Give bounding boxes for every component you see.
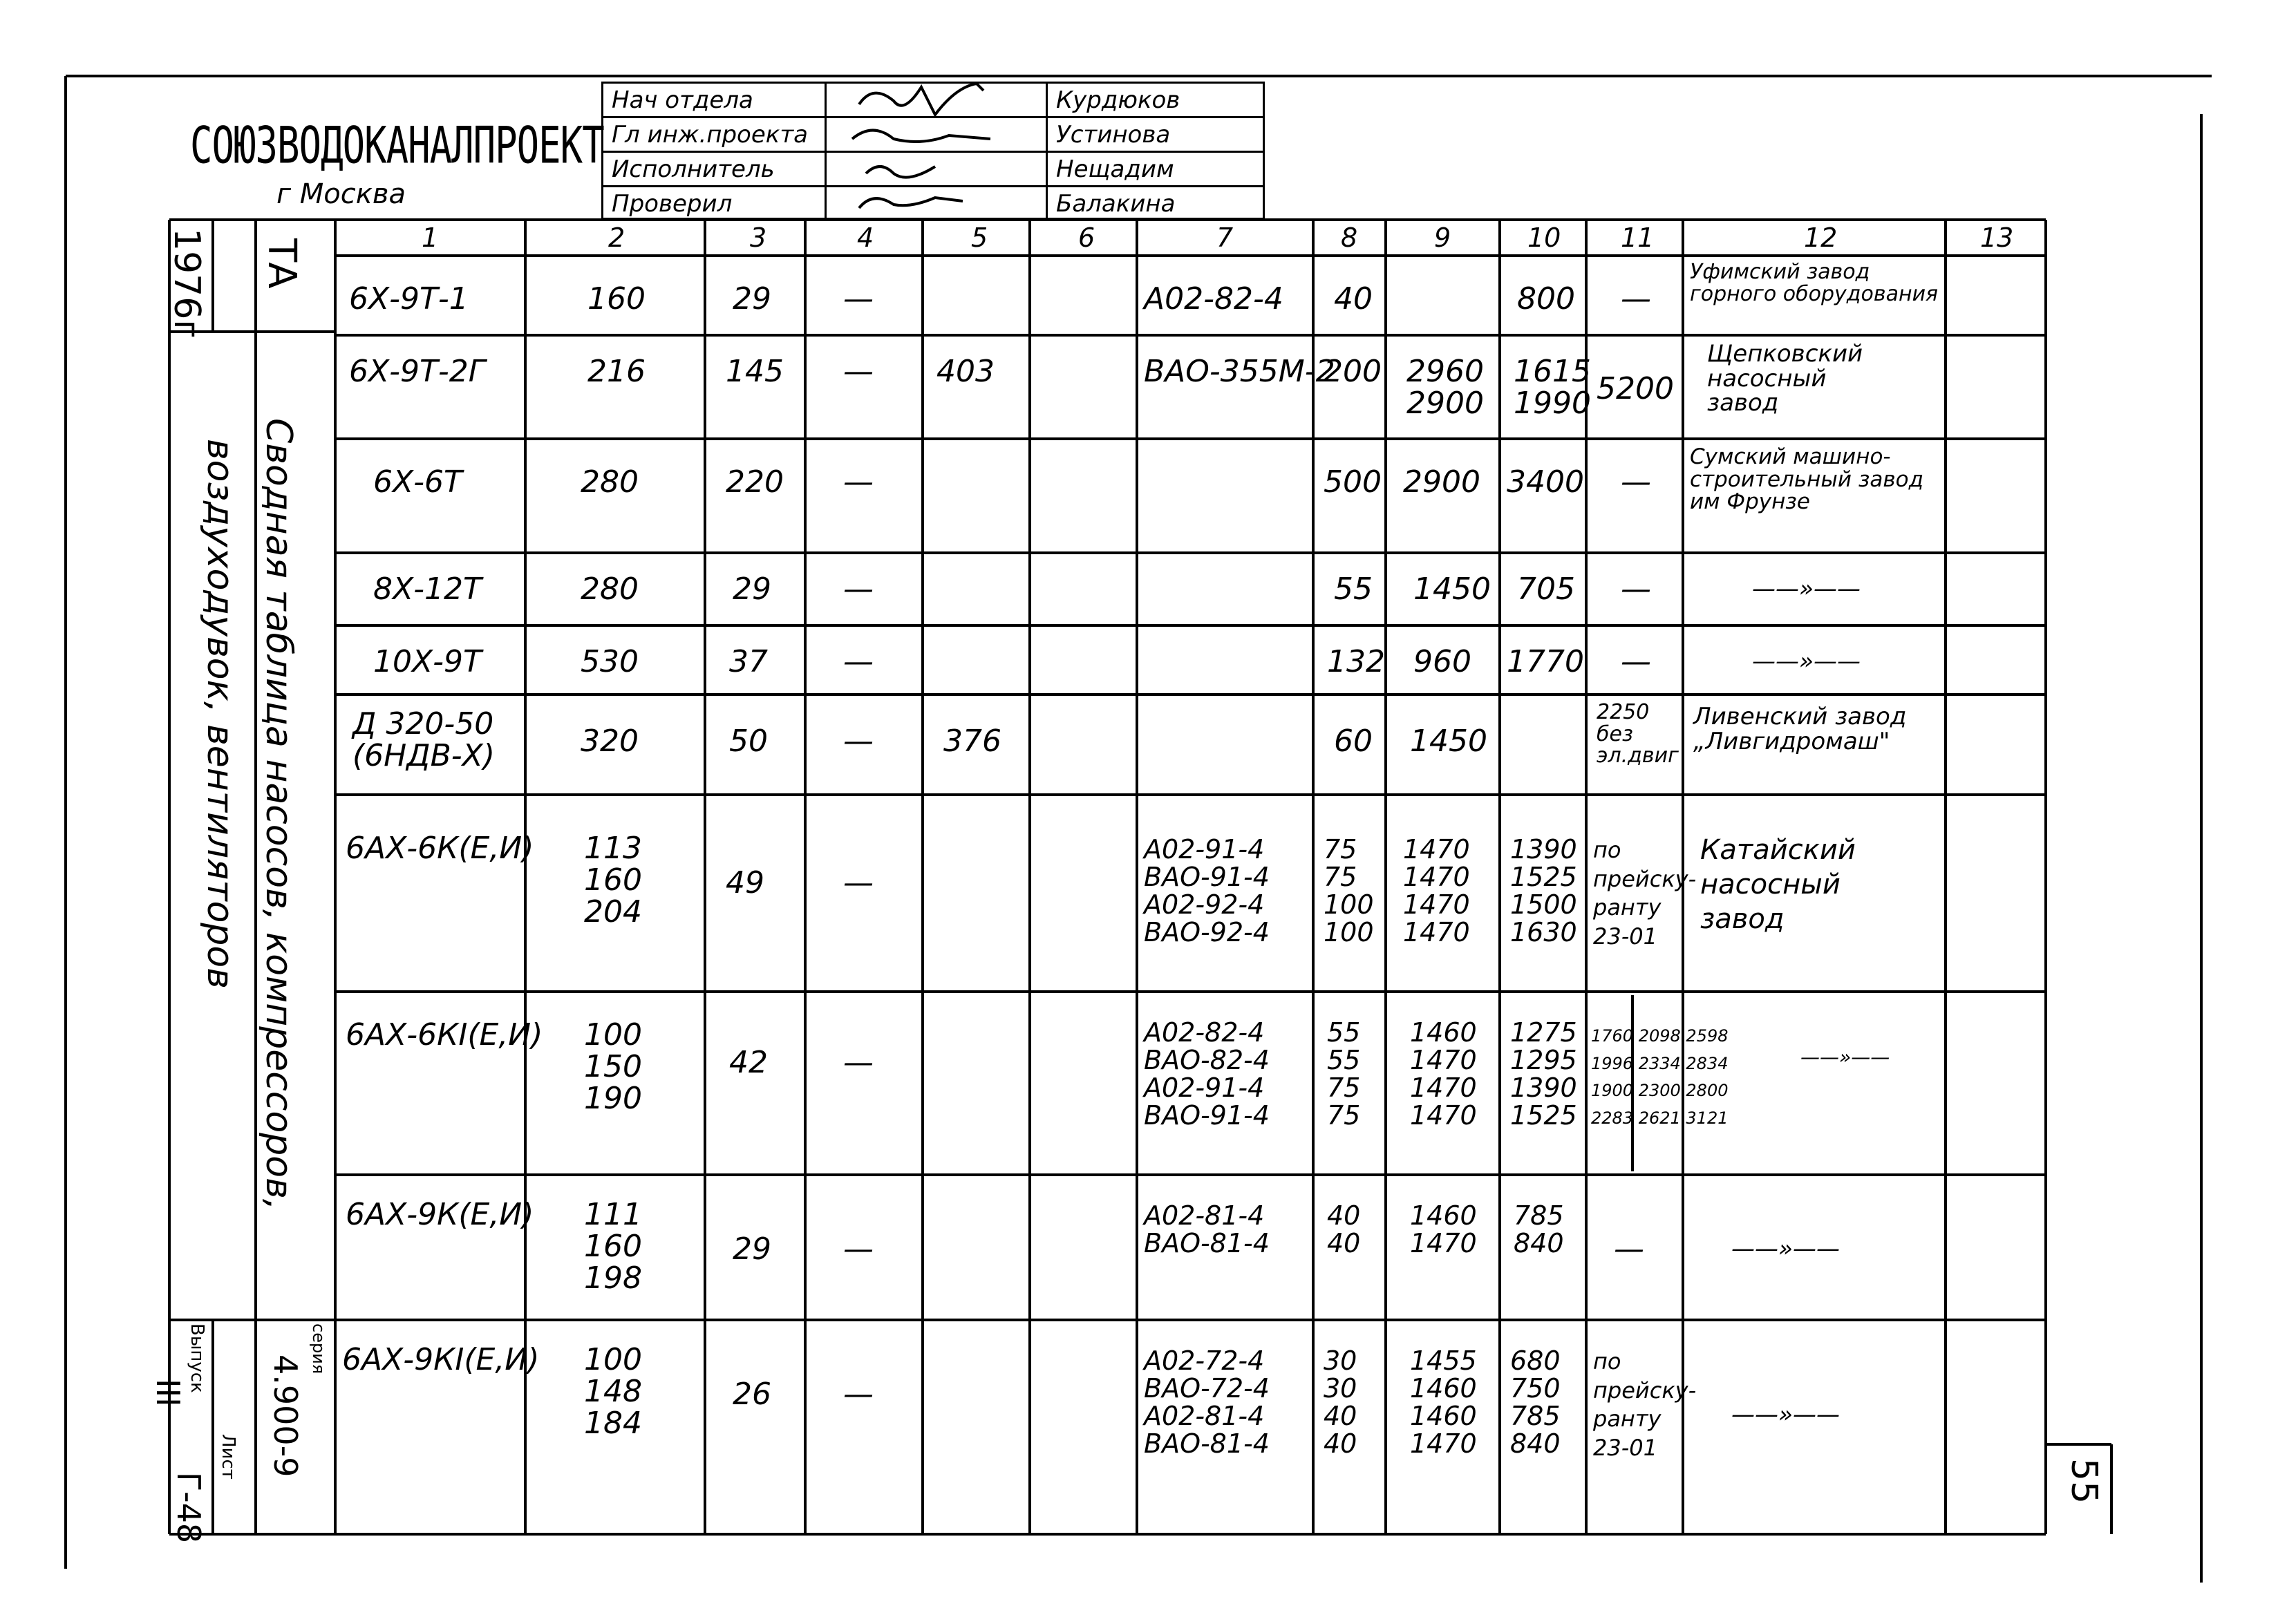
table-cell: 75 75 100 100 <box>1324 834 1374 947</box>
ditto-mark: ——»—— <box>1800 1046 1890 1068</box>
sig-name: Балакина <box>1056 190 1176 218</box>
col-header-12: 12 <box>1804 223 1838 253</box>
table-cell: — <box>843 865 874 900</box>
table-cell: 280 <box>581 464 639 500</box>
table-cell: Щепковский насосный завод <box>1707 340 1863 417</box>
table-cell: 320 <box>581 724 639 759</box>
sig-name: Устинова <box>1056 121 1171 149</box>
table-cell: 26 <box>733 1377 771 1412</box>
table-cell: Сумский машино- строительный завод им Фрунзе <box>1690 444 1924 515</box>
table-cell: — <box>843 354 874 389</box>
table-cell: 30 30 40 40 <box>1324 1346 1357 1459</box>
series-label: серия <box>309 1323 328 1375</box>
col-header-11: 11 <box>1621 223 1655 253</box>
table-cell: 6Х-9Т-1 <box>349 281 469 317</box>
year-label: 1976г <box>166 228 207 339</box>
table-cell: 680 750 785 840 <box>1510 1346 1561 1459</box>
issue-label: Выпуск <box>187 1323 207 1393</box>
table-cell: 55 55 75 75 <box>1327 1017 1361 1131</box>
table-cell: 2900 <box>1403 464 1480 500</box>
table-cell: 5200 <box>1597 371 1674 406</box>
organization-name: СОЮЗВОДОКАНАЛПРОЕКТ <box>190 116 604 176</box>
table-cell: 6Х-9Т-2Г <box>349 354 486 389</box>
col-header-13: 13 <box>1980 223 2014 253</box>
table-cell: А02-72-4 ВАО-72-4 А02-81-4 ВАО-81-4 <box>1144 1346 1270 1459</box>
table-cell: А02-82-4 ВАО-82-4 А02-91-4 ВАО-91-4 <box>1144 1017 1270 1131</box>
sig-name: Нещадим <box>1056 155 1174 183</box>
title-line-2: воздуходувок, вентиляторов <box>199 439 241 989</box>
table-cell: 6АХ-9КI(Е,И) <box>342 1342 540 1377</box>
document-title-2 <box>194 439 245 989</box>
table-cell: 216 <box>587 354 646 389</box>
col-header-7: 7 <box>1216 223 1234 253</box>
table-cell: — <box>843 281 874 317</box>
table-cell: 42 <box>729 1045 768 1080</box>
table-cell: 49 <box>726 865 764 900</box>
table-cell: — <box>843 1231 874 1267</box>
table-cell: 785 840 <box>1514 1200 1564 1258</box>
sheet-label: Лист <box>218 1434 238 1480</box>
table-cell: 1275 1295 1390 1525 <box>1510 1017 1577 1131</box>
col-header-1: 1 <box>422 223 439 253</box>
table-cell: 60 <box>1334 724 1373 759</box>
table-cell: — <box>1621 644 1651 679</box>
table-cell: — <box>1621 464 1651 500</box>
table-cell: Д 320-50 (6НДВ-Х) <box>352 706 495 774</box>
page-number: 55 <box>2063 1458 2105 1504</box>
table-cell: 800 <box>1517 281 1575 317</box>
ditto-mark: ——»—— <box>1752 648 1861 675</box>
title-line-1: Сводная таблица насосов, компрессоров, <box>258 418 299 1211</box>
table-cell: 6Х-6Т <box>373 464 462 500</box>
table-cell: по прейску- ранту 23-01 <box>1593 837 1697 950</box>
sig-role: Гл инж.проекта <box>612 121 808 149</box>
table-cell: 2960 2900 <box>1406 354 1484 422</box>
sig-role: Проверил <box>612 190 733 218</box>
table-cell: 530 <box>581 644 639 679</box>
table-cell: по прейску- ранту 23-01 <box>1593 1348 1697 1461</box>
table-cell: ВАО-355М-2 <box>1144 354 1335 389</box>
sheet-number: Г-48 <box>170 1472 207 1544</box>
city-label: г Москва <box>276 178 406 210</box>
table-cell: Катайский насосный завод <box>1700 834 1856 935</box>
table-cell: — <box>843 1377 874 1412</box>
table-cell: 1615 1990 <box>1514 354 1591 422</box>
issue-number: III <box>149 1379 187 1407</box>
table-cell: 145 <box>726 354 784 389</box>
col-header-2: 2 <box>608 223 625 253</box>
ditto-mark: ——»—— <box>1731 1401 1840 1428</box>
table-cell: А02-82-4 <box>1144 281 1283 317</box>
table-cell: 111 160 198 <box>584 1197 642 1296</box>
table-cell: 403 <box>936 354 995 389</box>
table-cell: 29 <box>733 281 771 317</box>
sig-name: Курдюков <box>1056 86 1180 114</box>
col-header-6: 6 <box>1078 223 1095 253</box>
table-cell: 705 <box>1517 572 1575 607</box>
col-header-10: 10 <box>1527 223 1561 253</box>
table-cell: — <box>1621 281 1651 317</box>
table-cell: 500 <box>1324 464 1382 500</box>
table-cell: Ливенский завод „Ливгидромаш" <box>1693 703 1907 755</box>
table-cell: 2250 без эл.двиг <box>1597 700 1679 768</box>
table-cell: — <box>1614 1231 1644 1267</box>
col-header-5: 5 <box>971 223 988 253</box>
sig-role: Нач отдела <box>612 86 753 114</box>
table-cell: 1760 2098 2598 1996 2334 2834 1900 2300 2800 2283 2621 3121 <box>1591 1026 1729 1128</box>
table-cell: 113 160 204 <box>584 831 642 930</box>
table-cell: 10Х-9Т <box>373 644 482 679</box>
table-cell: 6АХ-6КI(Е,И) <box>346 1017 543 1052</box>
table-cell: 1770 <box>1507 644 1584 679</box>
table-cell: — <box>843 644 874 679</box>
table-cell: 29 <box>733 572 771 607</box>
table-cell: 160 <box>587 281 646 317</box>
table-cell: 29 <box>733 1231 771 1267</box>
table-cell: 376 <box>943 724 1001 759</box>
table-cell: 100 150 190 <box>584 1017 642 1117</box>
col-header-4: 4 <box>857 223 874 253</box>
table-cell: 40 40 <box>1327 1200 1361 1258</box>
ditto-mark: ——»—— <box>1752 575 1861 603</box>
col-header-8: 8 <box>1341 223 1358 253</box>
table-cell: А02-81-4 ВАО-81-4 <box>1144 1200 1270 1258</box>
table-cell: 1450 <box>1413 572 1491 607</box>
table-cell: 960 <box>1413 644 1471 679</box>
table-cell: Уфимский завод горного оборудования <box>1690 260 1939 306</box>
table-cell: — <box>1621 572 1651 607</box>
table-cell: 6АХ-9К(Е,И) <box>346 1197 534 1232</box>
signature-block <box>601 82 1265 220</box>
document-title <box>252 418 304 1210</box>
table-cell: — <box>843 1045 874 1080</box>
table-cell: 100 148 184 <box>584 1342 642 1442</box>
table-cell: 200 <box>1324 354 1382 389</box>
table-cell: 220 <box>726 464 784 500</box>
table-cell: 8Х-12Т <box>373 572 482 607</box>
table-cell: 55 <box>1334 572 1373 607</box>
table-cell: 6АХ-6К(Е,И) <box>346 831 534 866</box>
col-header-9: 9 <box>1434 223 1451 253</box>
handwritten-signature <box>831 70 1039 218</box>
table-cell: 40 <box>1334 281 1373 317</box>
code-label: ТА <box>259 238 304 289</box>
table-cell: 1450 <box>1410 724 1487 759</box>
sig-role: Исполнитель <box>612 155 775 183</box>
table-cell: 1455 1460 1460 1470 <box>1410 1346 1477 1459</box>
table-cell: 1460 1470 <box>1410 1200 1477 1258</box>
series-number: 4.900-9 <box>267 1354 304 1477</box>
table-cell: 132 <box>1327 644 1385 679</box>
table-cell: — <box>843 724 874 759</box>
table-cell: А02-91-4 ВАО-91-4 А02-92-4 ВАО-92-4 <box>1144 834 1270 947</box>
table-cell: 50 <box>729 724 768 759</box>
table-cell: — <box>843 572 874 607</box>
table-cell: 1460 1470 1470 1470 <box>1410 1017 1477 1131</box>
table-cell: 3400 <box>1507 464 1584 500</box>
col-header-3: 3 <box>750 223 767 253</box>
table-cell: 1390 1525 1500 1630 <box>1510 834 1577 947</box>
table-cell: 37 <box>729 644 768 679</box>
table-cell: 1470 1470 1470 1470 <box>1403 834 1470 947</box>
table-cell: — <box>843 464 874 500</box>
ditto-mark: ——»—— <box>1731 1235 1840 1263</box>
table-cell: 280 <box>581 572 639 607</box>
